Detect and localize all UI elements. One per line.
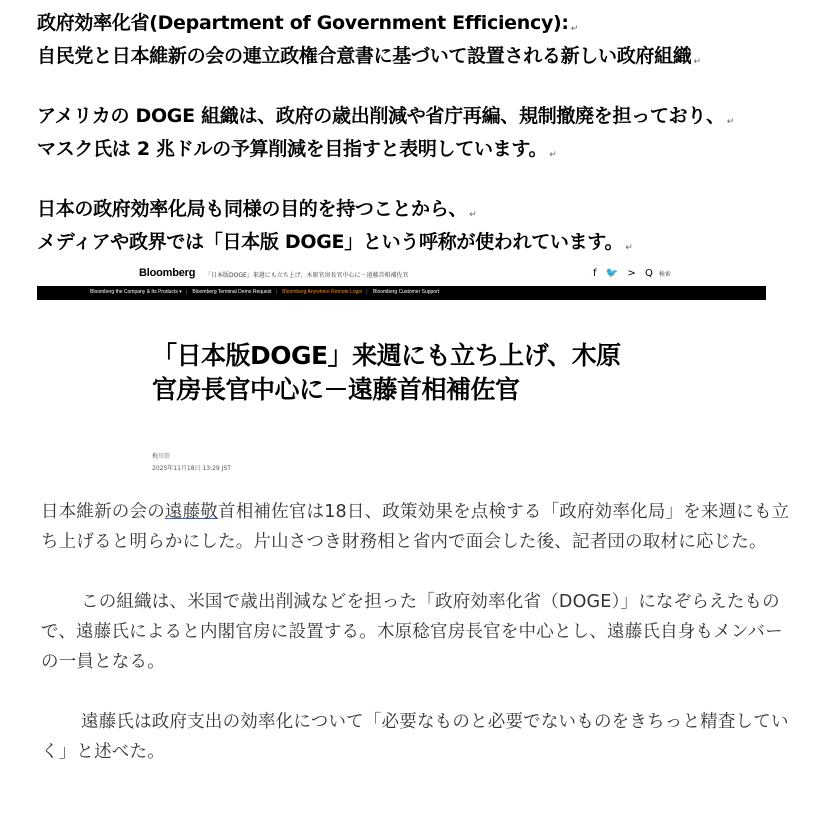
nav-products[interactable]: Bloomberg the Company & Its Products ▾ [90,289,182,295]
nav-anywhere-login[interactable]: Bloomberg Anywhere Remote Login [282,289,363,295]
paragraph-mark-icon: ↵ [469,210,477,220]
search-label[interactable]: 検索 [658,271,671,278]
search-icon[interactable]: Q [644,268,653,279]
paragraph-mark-icon: ↵ [693,57,701,67]
publish-date: 2025年11月18日 13:29 JST [152,465,231,472]
bloomberg-header [37,266,766,286]
document-intro [37,10,807,262]
byline [152,451,231,475]
social-share-bar [593,268,677,279]
breadcrumb: 「日本版DOGE」来週にも立ち上げ、木原官房長官中心に－遠藤首相補佐官 [205,272,409,279]
article-paragraph-1: 日本維新の会の遠藤敬首相補佐官は18日、政策効果を点検する「政府効率化局」を来週にも立ち上げると明らかにした。片山さつき財務相と省内で面会した後、記者団の取材に応じた。 [41,502,790,552]
author[interactable]: 梅川崇 [152,453,171,460]
twitter-icon[interactable]: 🐦 [605,268,619,279]
article-paragraph-3: 遠藤氏は政府支出の効率化について「必要なものと必要でないものをきちっと精査していく」と述べた。 [41,712,789,762]
paragraph-mark-icon: ↵ [570,24,578,34]
bloomberg-nav-bar: Bloomberg the Company & Its Products ▾ | Bloomberg Terminal Demo Request | Bloomberg Anywhere Remote Login | Bloomberg Customer Support [37,286,766,300]
blank-line [37,76,807,103]
article-body [41,497,791,767]
intro-line-2: 自民党と日本維新の会の連立政権合意書に基づいて設置される新しい政府組織 ↵ [37,45,701,67]
share-icon[interactable]: > [627,268,636,279]
article-paragraph-2: この組織は、米国で歳出削減などを担った「政府効率化省（DOGE）」になぞらえたもので、遠藤氏によると内閣官房に設置する。木原稔官房長官を中心とし、遠藤氏自身もメンバーの一員となる。 [41,592,783,672]
intro-line-5: 日本の政府効率化局も同様の目的を持つことから、 ↵ [37,198,477,220]
bloomberg-logo[interactable]: Bloomberg [139,267,196,279]
facebook-icon[interactable]: f [593,268,597,279]
intro-line-3: アメリカの DOGE 組織は、政府の歳出削減や省庁再編、規制撤廃を担っており、 ↵ [37,105,734,127]
intro-line-4: マスク氏は 2 兆ドルの予算削減を目指すと表明しています。 ↵ [37,138,557,160]
person-link[interactable]: 遠藤敬 [164,502,219,522]
article-headline: 「日本版DOGE」来週にも立ち上げ、木原官房長官中心に－遠藤首相補佐官 [152,341,621,404]
intro-line-6: メディアや政界では「日本版 DOGE」という呼称が使われています。 ↵ [37,231,633,253]
nav-terminal-demo[interactable]: Bloomberg Terminal Demo Request [192,289,272,295]
paragraph-mark-icon: ↵ [726,117,734,127]
nav-customer-support[interactable]: Bloomberg Customer Support [373,289,440,295]
intro-line-1: 政府効率化省(Department of Government Efficiency): ↵ [37,12,578,34]
blank-line [37,169,807,196]
paragraph-mark-icon: ↵ [549,150,557,160]
paragraph-mark-icon: ↵ [625,243,633,253]
